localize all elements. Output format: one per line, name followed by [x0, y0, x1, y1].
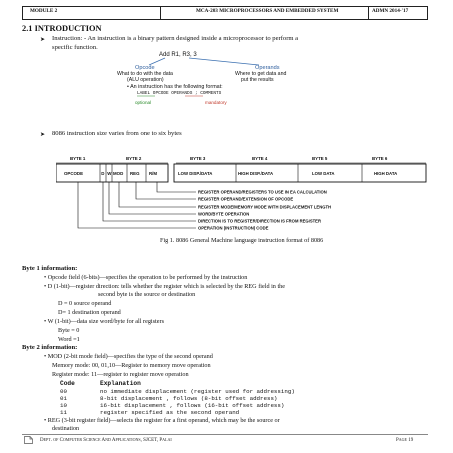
figure-caption: Fig 1. 8086 General Machine language instruction format of 8086	[160, 237, 324, 244]
operands-desc-2: put the results	[241, 77, 274, 83]
table-row-expl: 8-bit displacement , follows (8-bit offset address)	[100, 395, 278, 402]
byte-label-4: BYTE 4	[252, 156, 268, 161]
table-header-code: Code	[60, 380, 75, 387]
operands-pointer	[189, 58, 259, 65]
instruction-def-line2: specific function.	[52, 44, 98, 51]
byte1-w: • W (1-bit)—data size word/byte for all registers	[44, 318, 164, 325]
format-line: • An instruction has the following format:	[127, 84, 223, 90]
opcode-desc-1: What to do with the data	[117, 71, 173, 77]
byte-label-3: BYTE 3	[190, 156, 206, 161]
byte1-d1: D= 1 destination operand	[58, 309, 121, 316]
byte-label-1: BYTE 1	[70, 156, 86, 161]
footer-page-number: Page 19	[396, 438, 414, 443]
header-divider	[368, 6, 369, 20]
header-course: MCA-203 MICROPROCESSORS AND EMBEDDED SYSTEM	[196, 8, 339, 14]
instruction-size-line: 8086 instruction size varies from one to six bytes	[52, 130, 182, 137]
field-low-disp: LOW DISP./DATA	[178, 171, 213, 176]
bullet-arrow-icon: ➤	[40, 132, 46, 138]
header-admn: ADMN 2014-'17	[372, 8, 409, 14]
desc-rm: REGISTER OPERAND/REGISTERS TO USE IN EA CALCULATION	[198, 189, 327, 195]
byte2-regmode: Register mode: 11—register to register move operation	[52, 371, 189, 378]
footer-department: Dept. of Computer Science And Applications, SJCET, Palai	[40, 438, 172, 443]
table-row-expl: register specified as the second operand	[100, 409, 240, 416]
field-reg: REG	[130, 171, 140, 176]
desc-mod: REGISTER MODE/MEMORY MODE WITH DISPLACEMENT LENGTH	[198, 204, 332, 210]
section-title: 2.1 INTRODUCTION	[22, 24, 102, 33]
table-row-code: 00	[60, 388, 67, 395]
field-high-data: HIGH DATA	[374, 171, 398, 176]
header-divider	[160, 6, 161, 20]
byte-label-6: BYTE 6	[372, 156, 388, 161]
instruction-def-line1: Instruction: - An instruction is a binary pattern designed inside a microprocessor to perform a	[52, 35, 299, 42]
page-corner-icon	[24, 436, 33, 444]
operands-desc-1: Where to get data and	[235, 71, 287, 77]
byte1-byte0: Byte = 0	[58, 327, 80, 334]
opcode-label: Opcode	[135, 65, 155, 71]
byte1-d-line2: second byte is the source or destination	[98, 291, 196, 298]
byte1-d-line1: • D (1-bit)—register direction: tells whether the register which is selected by the REG field in the	[44, 283, 286, 290]
byte1-word1: Word =1	[58, 336, 80, 343]
field-opcode: OPCODE	[64, 171, 84, 176]
bullet-arrow-icon: ➤	[40, 37, 46, 43]
table-row-expl: 16-bit displacement , follows (16-bit offset address)	[100, 402, 285, 409]
footer-rule	[22, 434, 428, 435]
byte1-heading: Byte 1 information:	[22, 265, 78, 272]
opcode-pointer	[149, 58, 165, 65]
header-module: MODULE 2	[30, 8, 58, 14]
field-mod: MOD	[113, 171, 124, 176]
example-instruction: Add R1, R3, 3	[159, 52, 197, 58]
table-row-code: 01	[60, 395, 67, 402]
optional-label: optional	[135, 100, 152, 105]
byte1-d0: D = 0 source operand	[58, 300, 112, 307]
byte2-reg-line2: destination	[52, 425, 80, 432]
table-row-code: 11	[60, 409, 67, 416]
field-low-data: LOW DATA	[312, 171, 335, 176]
format-fields: LABEL OPCODE OPERANDS ; COMMENTS	[137, 91, 222, 96]
desc-opcode: OPERATION (INSTRUCTION) CODE	[198, 225, 269, 231]
byte-label-5: BYTE 5	[312, 156, 328, 161]
byte1-opcode: • Opcode field (6-bits)—specifies the operation to be performed by the instruction	[44, 274, 248, 281]
table-row-code: 10	[60, 402, 67, 409]
opcode-desc-2: (ALU operation)	[127, 77, 164, 83]
field-d: D	[101, 171, 105, 176]
mandatory-label: mandatory	[205, 100, 227, 105]
table-row-expl: no immediate displacement (register used for addressing)	[100, 388, 295, 395]
byte-label-2: BYTE 2	[126, 156, 142, 161]
desc-w: WORD/BYTE OPERATION	[198, 211, 250, 217]
byte2-mod: • MOD (2-bit mode field)—specifies the type of the second operand	[44, 353, 213, 360]
field-rm: R/M	[149, 171, 158, 176]
instruction-format-figure	[105, 48, 335, 110]
desc-reg: REGISTER OPERAND/EXTENSION OF OPCODE	[198, 196, 294, 202]
byte2-heading: Byte 2 information:	[22, 344, 78, 351]
desc-d: DIRECTION IS TO REGISTER/DIRECTION IS FROM REGISTER	[198, 218, 321, 224]
field-high-disp: HIGH DISP./DATA	[238, 171, 274, 176]
byte2-memmode: Memory mode: 00, 01,10—Register to memory move operation	[52, 362, 211, 369]
machine-format-diagram	[56, 154, 446, 256]
table-header-explanation: Explanation	[100, 380, 141, 387]
byte2-reg-line1: • REG (3-bit register field)—selects the register for a first operand, which may be the source or	[44, 417, 280, 424]
field-w: W	[107, 171, 112, 176]
operands-label: Operands	[255, 65, 280, 71]
